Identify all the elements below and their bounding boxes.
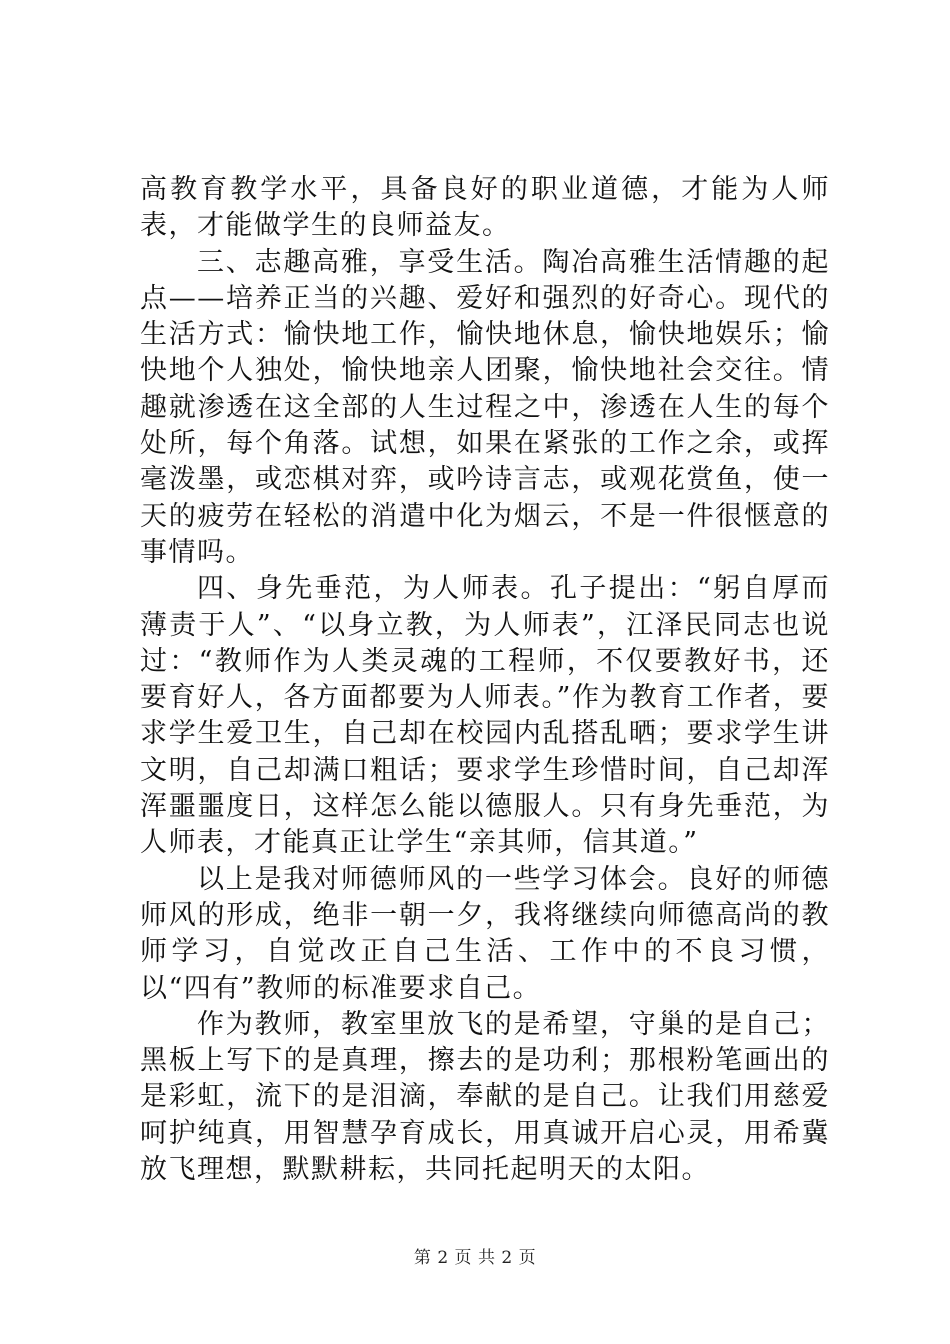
paragraph-2: 三、志趣高雅，享受生活。陶冶高雅生活情趣的起点——培养正当的兴趣、爱好和强烈的好奇心。现代的生活方式：愉快地工作，愉快地休息，愉快地娱乐；愉快地个人独处，愉快地亲人团聚，愉快地社会交往。情趣就渗透在这全部的人生过程之中，渗透在人生的每个处所，每个角落。试想，如果在紧张的工作之余，或挥毫泼墨，或恋棋对弈，或吟诗言志，或观花赏鱼，使一天的疲劳在轻松的消遣中化为烟云，不是一件很惬意的事情吗。 bbox=[140, 246, 830, 568]
document-body bbox=[140, 172, 830, 1188]
paragraph-4: 以上是我对师德师风的一些学习体会。良好的师德师风的形成，绝非一朝一夕，我将继续向师德高尚的教师学习，自觉改正自己生活、工作中的不良习惯，以“四有”教师的标准要求自己。 bbox=[140, 863, 830, 1004]
paragraph-5: 作为教师，教室里放飞的是希望，守巢的是自己；黑板上写下的是真理，擦去的是功利；那根粉笔画出的是彩虹，流下的是泪滴，奉献的是自己。让我们用慈爱呵护纯真，用智慧孕育成长，用真诚开启心灵，用希冀放飞理想，默默耕耘，共同托起明天的太阳。 bbox=[140, 1008, 830, 1186]
paragraph-3: 四、身先垂范，为人师表。孔子提出：“躬自厚而薄责于人”、“以身立教，为人师表”，江泽民同志也说过：“教师作为人类灵魂的工程师，不仅要教好书，还要育好人，各方面都要为人师表。”作为教育工作者，要求学生爱卫生，自己却在校园内乱搭乱晒；要求学生讲文明，自己却满口粗话；要求学生珍惜时间，自己却浑浑噩噩度日，这样怎么能以德服人。只有身先垂范，为人师表，才能真正让学生“亲其师，信其道。” bbox=[140, 573, 830, 859]
page-number-footer: 第 2 页 共 2 页 bbox=[413, 1248, 537, 1268]
paragraph-1: 高教育教学水平，具备良好的职业道德，才能为人师表，才能做学生的良师益友。 bbox=[140, 174, 830, 242]
